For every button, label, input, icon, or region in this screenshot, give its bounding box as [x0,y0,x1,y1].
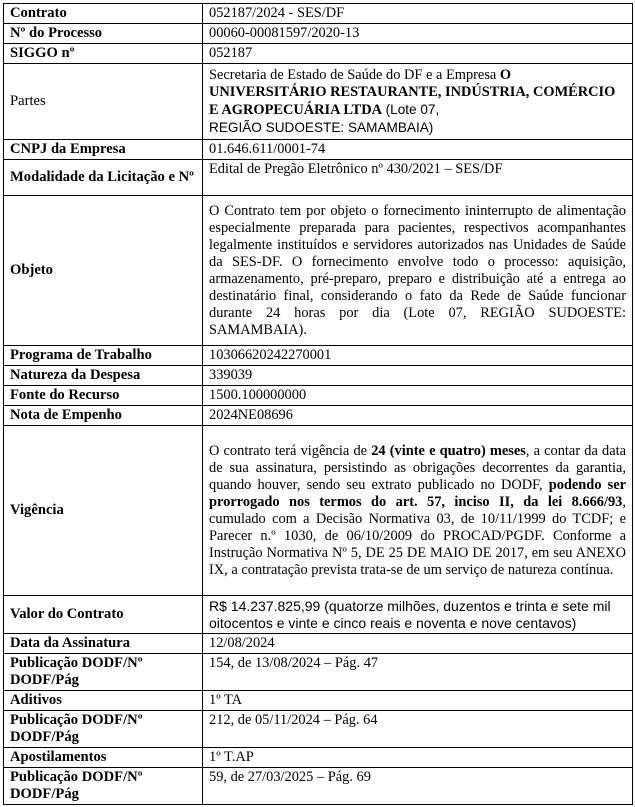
label-cnpj: CNPJ da Empresa [4,140,203,160]
value-aditivos: 1º TA [203,691,633,711]
value-cnpj: 01.646.611/0001-74 [203,140,633,160]
label-siggo: SIGGO nº [4,44,203,64]
value-publicacao-3: 59, de 27/03/2025 – Pág. 69 [203,768,633,805]
label-vigencia: Vigência [4,426,203,596]
value-publicacao-2: 212, de 05/11/2024 – Pág. 64 [203,711,633,748]
value-apostilamentos: 1º T.AP [203,748,633,768]
row-siggo [4,44,633,64]
vigencia-prorrogacao: podendo ser prorrogado nos termos do art. 57, inciso II, da lei 8.666/93 [209,476,626,510]
value-fonte: 1500.100000000 [203,386,633,406]
row-publicacao-1 [4,654,633,691]
partes-regiao: REGIÃO SUDOESTE: SAMAMBAIA) [209,119,434,135]
row-apostilamentos [4,748,633,768]
label-processo: Nº do Processo [4,24,203,44]
value-siggo: 052187 [203,44,633,64]
label-valor: Valor do Contrato [4,596,203,634]
row-modalidade [4,160,633,196]
label-publicacao-3: Publicação DODF/Nº DODF/Pág [4,768,203,805]
row-vigencia [4,426,633,596]
row-programa [4,346,633,366]
label-assinatura: Data da Assinatura [4,634,203,654]
row-valor [4,596,633,634]
vigencia-part1: O contrato terá vigência de [209,442,368,459]
label-empenho: Nota de Empenho [4,406,203,426]
label-publicacao-1: Publicação DODF/Nº DODF/Pág [4,654,203,691]
row-publicacao-3 [4,768,633,805]
partes-company-name: O UNIVERSITÁRIO RESTAURANTE, INDÚSTRIA, COMÉRCIO E AGROPECUÁRIA LTDA [209,66,616,118]
row-fonte [4,386,633,406]
label-programa: Programa de Trabalho [4,346,203,366]
value-empenho: 2024NE08696 [203,406,633,426]
row-cnpj [4,140,633,160]
label-contrato: Contrato [4,4,203,24]
label-aditivos: Aditivos [4,691,203,711]
label-publicacao-2: Publicação DODF/Nº DODF/Pág [4,711,203,748]
vigencia-term: 24 (vinte e quatro) meses [371,442,526,459]
label-apostilamentos: Apostilamentos [4,748,203,768]
contract-summary [3,3,632,805]
row-publicacao-2 [4,711,633,748]
partes-lote: (Lote 07, [385,101,440,117]
value-vigencia [203,426,633,596]
vigencia-part5: , cumulado com a Decisão Normativa 03, de 10/11/1999 do TCDF; e Parecer n.º 1030, de 06/10/2009 do PROCAD/PGDF. Conforme a Instrução Normativa Nº 5, DE 25 DE MAIO DE 2017, em seu ANEXO IX, a contratação prevista trata-se de um serviço de natureza contínua. [209,493,626,578]
label-partes: Partes [4,64,203,140]
row-aditivos [4,691,633,711]
partes-prefix: Secretaria de Estado de Saúde do DF e a Empresa [209,66,497,83]
value-natureza: 339039 [203,366,633,386]
row-assinatura [4,634,633,654]
row-partes [4,64,633,140]
row-processo [4,24,633,44]
value-valor: R$ 14.237.825,99 (quatorze milhões, duzentos e trinta e sete mil oitocentos e vinte e cinco reais e noventa e nove centavos) [203,596,633,634]
value-partes [203,64,633,140]
label-modalidade: Modalidade da Licitação e Nº [4,160,203,196]
value-publicacao-1: 154, de 13/08/2024 – Pág. 47 [203,654,633,691]
label-objeto: Objeto [4,196,203,346]
vigencia-part3: , a contar da data de sua assinatura, persistindo as obrigações decorrentes da garantia, quando houver, sendo seu extrato publicado no DODF, [209,442,626,493]
value-programa: 10306620242270001 [203,346,633,366]
value-processo: 00060-00081597/2020-13 [203,24,633,44]
row-empenho [4,406,633,426]
value-modalidade: Edital de Pregão Eletrônico nº 430/2021 – SES/DF [203,160,633,196]
label-natureza: Natureza da Despesa [4,366,203,386]
label-fonte: Fonte do Recurso [4,386,203,406]
value-contrato: 052187/2024 - SES/DF [203,4,633,24]
row-objeto [4,196,633,346]
row-contrato [4,4,633,24]
value-assinatura: 12/08/2024 [203,634,633,654]
contract-table [3,3,633,805]
value-objeto: O Contrato tem por objeto o fornecimento ininterrupto de alimentação especialmente preparada para pacientes, respectivos acompanhantes legalmente instituídos e servidores autorizados nas Unidades de Saúde da SES-DF. O fornecimento envolve todo o processo: aquisição, armazenamento, pré-preparo, preparo e distribuição até a entrega ao destinatário final, considerando o fato da Rede de Saúde funcionar durante 24 horas por dia (Lote 07, REGIÃO SUDOESTE: SAMAMBAIA). [203,196,633,346]
row-natureza [4,366,633,386]
